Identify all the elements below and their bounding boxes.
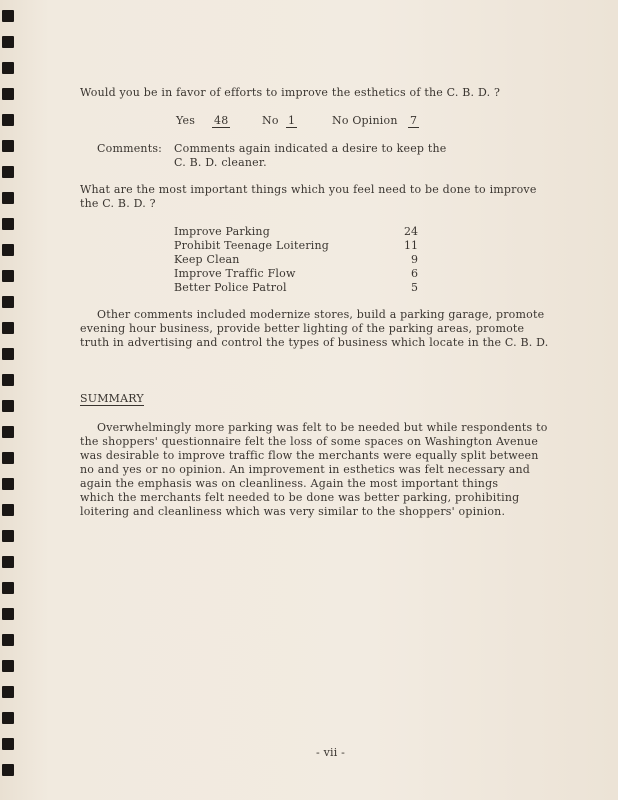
tally-label: Prohibit Teenage Loitering (174, 239, 330, 252)
binding-hole (2, 166, 14, 178)
comments-line-2: C. B. D. cleaner. (174, 156, 267, 169)
spiral-binding (0, 0, 16, 800)
summary-line: no and yes or no opinion. An improvement in esthetics was felt necessary and (80, 463, 530, 476)
vote-yes-value: 48 (214, 114, 229, 127)
binding-hole (2, 270, 14, 282)
binding-hole (2, 634, 14, 646)
tally-value: 9 (411, 253, 418, 266)
binding-hole (2, 686, 14, 698)
binding-hole (2, 322, 14, 334)
binding-hole (2, 712, 14, 724)
other-comments-line-1: Other comments included modernize stores, build a parking garage, promote (97, 308, 545, 321)
question-important-line-1: What are the most important things which you feel need to be done to improve (80, 183, 537, 196)
binding-hole (2, 530, 14, 542)
comments-label: Comments: (97, 142, 163, 155)
tally-value: 11 (404, 239, 418, 252)
binding-hole (2, 426, 14, 438)
tally-label: Improve Parking (174, 225, 270, 238)
binding-hole (2, 244, 14, 256)
vote-no-value: 1 (288, 114, 296, 127)
binding-hole (2, 140, 14, 152)
binding-hole (2, 452, 14, 464)
vote-yes-label: Yes (176, 114, 196, 127)
page-number: - vii - (316, 746, 346, 759)
summary-line: loitering and cleanliness which was very similar to the shoppers' opinion. (80, 505, 506, 518)
tally-value: 6 (411, 267, 418, 280)
question-important-line-2: the C. B. D. ? (80, 197, 156, 210)
summary-line: which the merchants felt needed to be done was better parking, prohibiting (80, 491, 520, 504)
vote-no-label: No (262, 114, 279, 127)
tally-label: Improve Traffic Flow (174, 267, 296, 280)
vote-noopinion-value: 7 (410, 114, 418, 127)
summary-heading: SUMMARY (80, 392, 144, 405)
tally-label: Keep Clean (174, 253, 240, 266)
summary-line: again the emphasis was on cleanliness. Again the most important things (80, 477, 499, 490)
tally-value: 24 (404, 225, 418, 238)
tally-label: Better Police Patrol (174, 281, 287, 294)
binding-hole (2, 478, 14, 490)
binding-hole (2, 348, 14, 360)
binding-hole (2, 10, 14, 22)
other-comments-line-2: evening hour business, provide better lighting of the parking areas, promote (80, 322, 525, 335)
comments-line-1: Comments again indicated a desire to keep the (174, 142, 447, 155)
other-comments-line-3: truth in advertising and control the types of business which locate in the C. B. D. (80, 336, 549, 349)
binding-hole (2, 296, 14, 308)
summary-line: was desirable to improve traffic flow the merchants were equally split between (80, 449, 539, 462)
binding-hole (2, 556, 14, 568)
binding-hole (2, 738, 14, 750)
binding-hole (2, 660, 14, 672)
summary-line: Overwhelmingly more parking was felt to be needed but while respondents to (97, 421, 548, 434)
binding-hole (2, 374, 14, 386)
binding-hole (2, 400, 14, 412)
binding-hole (2, 582, 14, 594)
binding-hole (2, 608, 14, 620)
binding-hole (2, 218, 14, 230)
vote-noopinion-label: No Opinion (332, 114, 398, 127)
summary-line: the shoppers' questionnaire felt the loss of some spaces on Washington Avenue (80, 435, 539, 448)
binding-hole (2, 764, 14, 776)
binding-hole (2, 88, 14, 100)
question-esthetics: Would you be in favor of efforts to improve the esthetics of the C. B. D. ? (80, 86, 501, 99)
binding-hole (2, 504, 14, 516)
binding-hole (2, 192, 14, 204)
tally-value: 5 (411, 281, 418, 294)
binding-hole (2, 36, 14, 48)
binding-hole (2, 62, 14, 74)
binding-hole (2, 114, 14, 126)
